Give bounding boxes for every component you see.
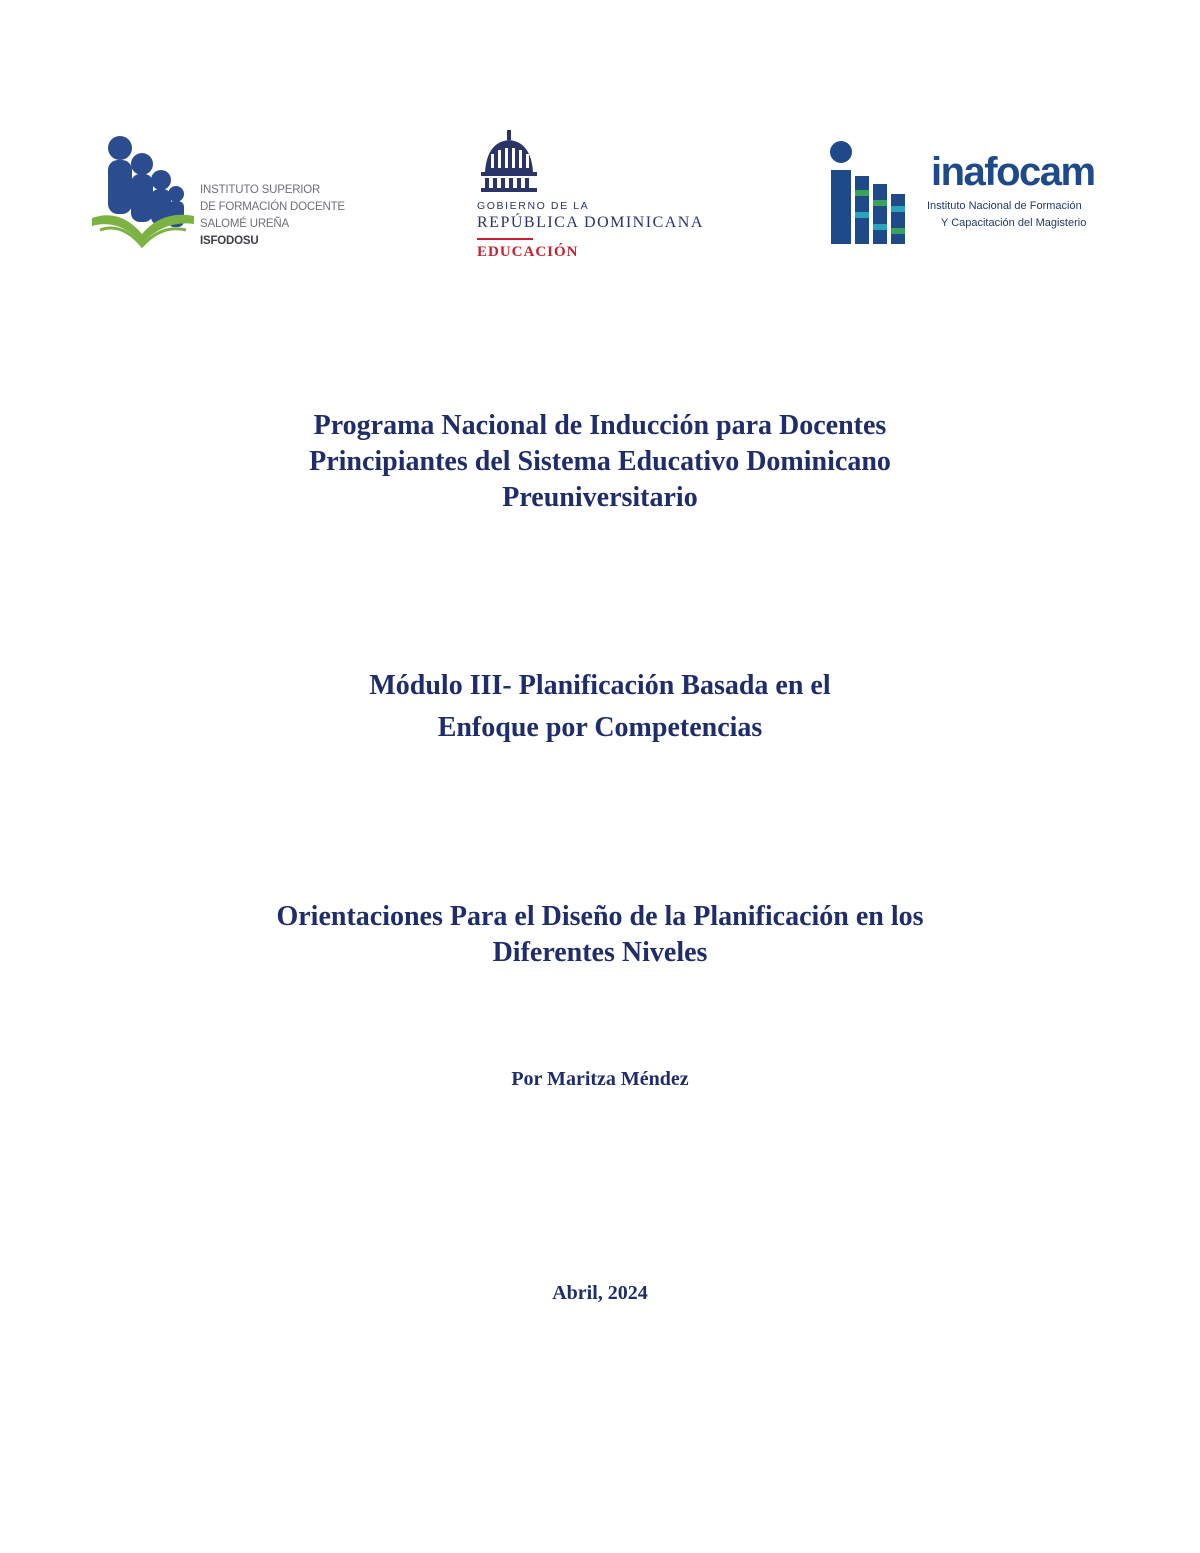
logo-header: [72, 114, 1132, 279]
isfodosu-line-2: DE FORMACIÓN DOCENTE: [200, 201, 345, 213]
module-title: [150, 665, 1050, 749]
author-name: Por Maritza Méndez: [511, 1068, 689, 1090]
isfodosu-logo: [90, 126, 380, 256]
orientations-title: [150, 899, 1050, 971]
program-title-line-1: Programa Nacional de Inducción para Docentes: [313, 410, 887, 441]
orientations-title-line-1: Orientaciones Para el Diseño de la Planificación en los: [276, 901, 924, 932]
isfodosu-name: [200, 182, 345, 250]
inafocam-subtitle-2: Y Capacitación del Magisterio: [941, 217, 1087, 229]
inafocam-subtitle-1: Instituto Nacional de Formación: [927, 200, 1082, 212]
module-title-line-2: Enfoque por Competencias: [437, 712, 763, 743]
author: [150, 1066, 1050, 1092]
orientations-title-line-2: Diferentes Niveles: [492, 937, 708, 968]
gobierno-education-label: EDUCACIÓN: [477, 244, 579, 260]
inafocam-logo: [827, 140, 1117, 250]
gobierno-line-2: REPÚBLICA DOMINICANA: [477, 214, 704, 231]
module-title-line-1: Módulo III- Planificación Basada en el: [369, 670, 831, 701]
publication-date: [150, 1280, 1050, 1306]
dome-icon: [479, 128, 539, 194]
isfodosu-line-1: INSTITUTO SUPERIOR: [200, 184, 321, 196]
gobierno-line-1: GOBIERNO DE LA: [477, 200, 590, 212]
isfodosu-line-3: SALOMÉ UREÑA: [200, 218, 289, 230]
program-title-line-3: Preuniversitario: [502, 482, 698, 513]
program-title-line-2: Principiantes del Sistema Educativo Dominicano: [309, 446, 891, 477]
inafocam-bars-icon: [827, 140, 917, 246]
isfodosu-acronym: ISFODOSU: [200, 235, 259, 247]
inafocam-wordmark: inafocam: [931, 150, 1095, 194]
gobierno-divider: [477, 238, 533, 240]
date-text: Abril, 2024: [552, 1282, 648, 1304]
gobierno-logo: [477, 128, 737, 258]
isfodosu-emblem-icon: [90, 126, 200, 256]
program-title: [150, 408, 1050, 516]
